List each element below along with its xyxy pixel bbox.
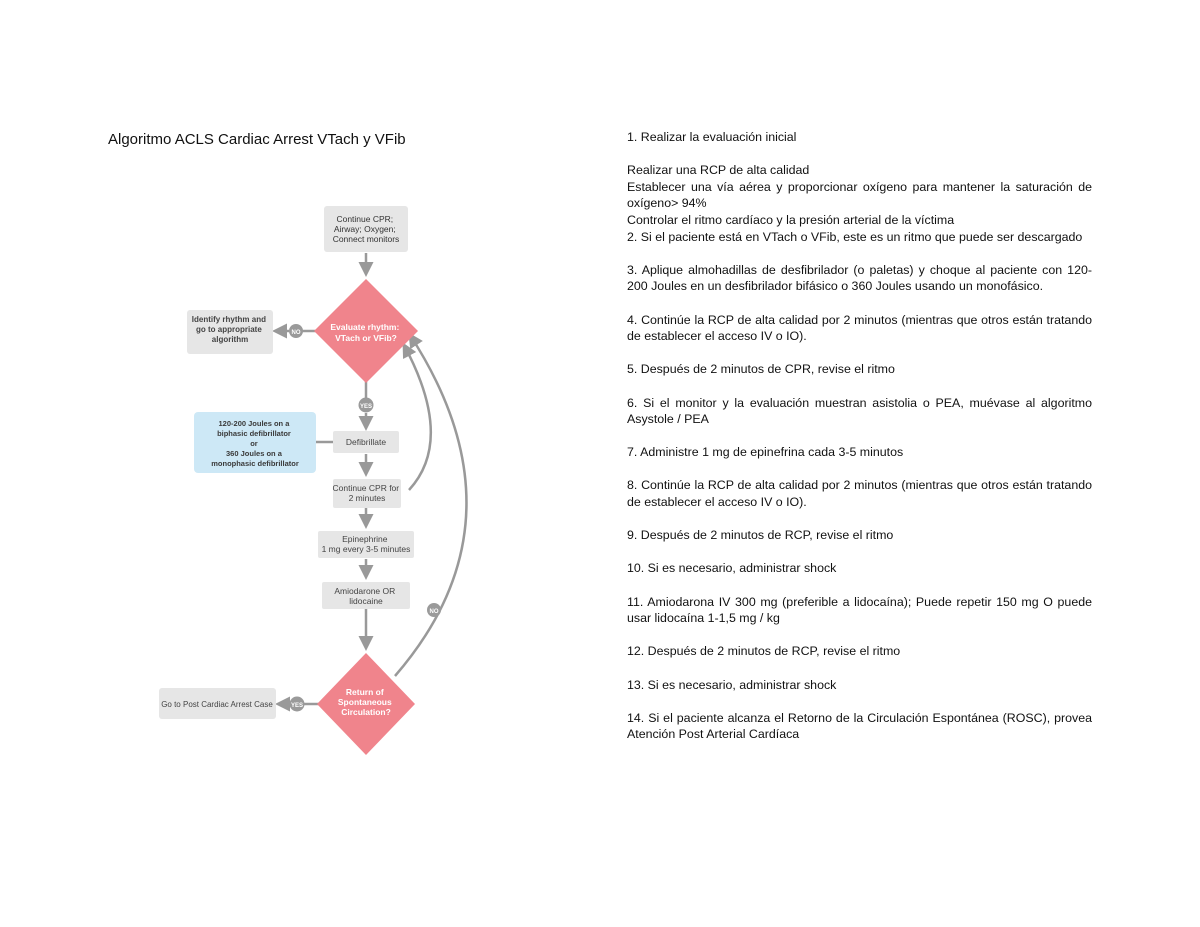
epinephrine-text: Epinephrine 1 mg every 3-5 minutes xyxy=(321,534,411,554)
step-item: 9. Después de 2 minutos de RCP, revise el ritmo xyxy=(627,528,894,543)
yes-badge-1-text: YES xyxy=(359,404,373,410)
arrow-rosc-no-loop-to-evaluate xyxy=(395,335,466,676)
rosc-text: Return of Spontaneous Circulation? xyxy=(337,687,392,717)
step-item: Realizar una RCP de alta calidad xyxy=(627,163,810,178)
amiodarone-text: Amiodarone OR lidocaine xyxy=(334,586,396,606)
identify-rhythm-text: Identify rhythm and go to appropriate algorithm xyxy=(191,315,266,344)
arrow-cpr-loop-to-evaluate xyxy=(404,345,431,490)
step-item: 12. Después de 2 minutos de RCP, revise el ritmo xyxy=(627,644,901,659)
joules-info-text: 120-200 Joules on a biphasic defibrillator or 360 Joules on a monophasic defibrillator xyxy=(211,419,299,468)
yes-badge-2-text: YES xyxy=(290,703,304,709)
step-item: 10. Si es necesario, administrar shock xyxy=(627,561,837,576)
start-text: Continue CPR; Airway; Oxygen; Connect monitors xyxy=(332,214,400,244)
step-item: 1. Realizar la evaluación inicial xyxy=(627,130,797,144)
step-item: 6. Si el monitor y la evaluación muestran asistolia o PEA, muévase al algoritmo Asystole / PEA xyxy=(627,395,1092,427)
step-item: 14. Si el paciente alcanza el Retorno de la Circulación Espontánea (ROSC), provea Atención Post Arterial Cardíaca xyxy=(627,710,1092,742)
step-item: 4. Continúe la RCP de alta calidad por 2 minutos (mientras que otros están tratando de establecer el acceso IV o IO). xyxy=(627,312,1092,344)
step-item: 3. Aplique almohadillas de desfibrilador (o paletas) y choque al paciente con 120-200 Joules en un desfibrilador bifásico o 360 Joules usando un monofásico. xyxy=(627,262,1092,294)
step-item: 13. Si es necesario, administrar shock xyxy=(627,677,837,692)
post-care-text: Go to Post Cardiac Arrest Case xyxy=(161,700,273,709)
step-item: Establecer una vía aérea y proporcionar oxígeno para mantener la saturación de oxígeno> 94% xyxy=(627,179,1092,211)
step-item: 8. Continúe la RCP de alta calidad por 2 minutos (mientras que otros están tratando de establecer el acceso IV o IO). xyxy=(627,478,1092,510)
step-item: 2. Si el paciente está en VTach o VFib, este es un ritmo que puede ser descargado xyxy=(627,229,1083,244)
no-badge-2-text: NO xyxy=(429,609,439,615)
no-badge-1-text: NO xyxy=(291,330,301,336)
step-item: 7. Administre 1 mg de epinefrina cada 3-5 minutos xyxy=(627,445,904,460)
steps-list xyxy=(627,129,1092,743)
step-item: 11. Amiodarona IV 300 mg (preferible a lidocaína); Puede repetir 150 mg O puede usar lidocaína 1-1,5 mg / kg xyxy=(627,594,1092,626)
step-item: Controlar el ritmo cardíaco y la presión arterial de la víctima xyxy=(627,212,955,227)
continue-cpr-text: Continue CPR for 2 minutes xyxy=(332,483,400,503)
step-item: 5. Después de 2 minutos de CPR, revise el ritmo xyxy=(627,362,895,377)
page-title: Algoritmo ACLS Cardiac Arrest VTach y VFib xyxy=(108,131,406,148)
defibrillate-text: Defibrillate xyxy=(345,437,387,447)
evaluate-rhythm-text: Evaluate rhythm: VTach or VFib? xyxy=(330,322,400,343)
